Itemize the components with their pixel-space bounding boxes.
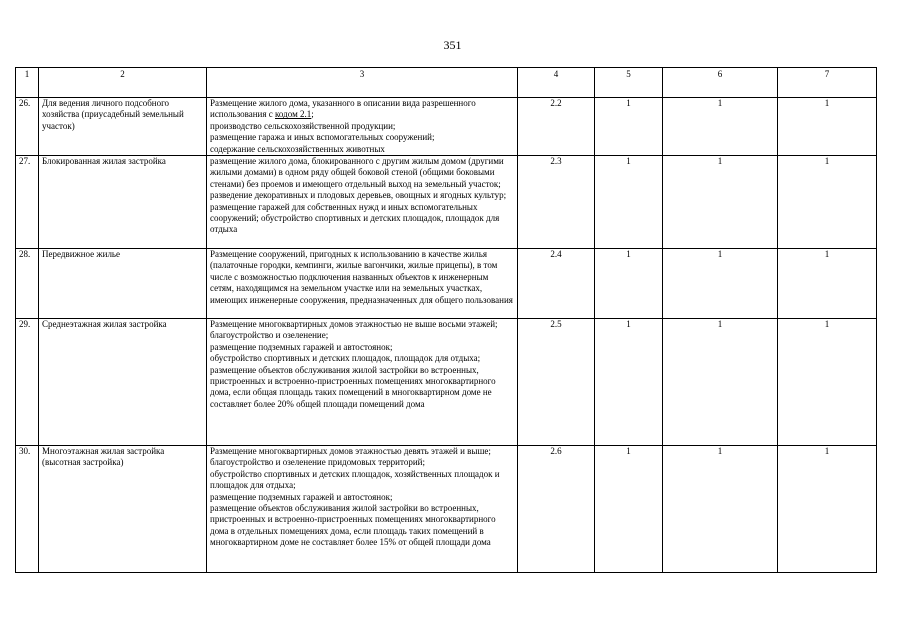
description-line: размещение подземных гаражей и автостоянок; (210, 341, 393, 352)
column-7-value: 1 (778, 446, 877, 573)
description-line: производство сельскохозяйственной продукции; (210, 120, 396, 131)
description-line: обустройство спортивных и детских площадок, хозяйственных площадок и площадок для отдыха; (210, 468, 500, 491)
row-number: 26. (16, 98, 39, 156)
use-code: 2.6 (518, 446, 595, 573)
header-cell: 2 (39, 68, 207, 98)
description-line: Размещение сооружений, пригодных к использованию в качестве жилья (палаточные городки, кемпинги, жилые вагончики, жилые прицепы), в том числе с возможностью подключения названных объектов к инженерным сетям, находящимся на земельном участке или на земельных участках, имеющих инженерные сооружения, предназначенных для общего пользования (210, 249, 513, 305)
column-5-value: 1 (595, 319, 663, 446)
land-use-description (207, 98, 518, 156)
land-use-name: Передвижное жилье (39, 249, 207, 319)
column-6-value: 1 (663, 98, 778, 156)
use-code: 2.5 (518, 319, 595, 446)
row-number: 27. (16, 156, 39, 249)
column-7-value: 1 (778, 249, 877, 319)
column-6-value: 1 (663, 249, 778, 319)
description-line: размещение объектов обслуживания жилой застройки во встроенных, пристроенных и встроенно-пристроенных помещениях многоквартирного дома в отдельных помещениях дома, если площадь таких помещений в многоквартирном доме не составляет более 15% от общей площади дома (210, 503, 496, 548)
land-use-description (207, 319, 518, 446)
land-use-table (15, 67, 877, 573)
table-row (16, 249, 877, 319)
column-5-value: 1 (595, 446, 663, 573)
column-5-value: 1 (595, 98, 663, 156)
description-line: обустройство спортивных и детских площадок, площадок для отдыха; (210, 353, 481, 364)
description-line: размещение объектов обслуживания жилой застройки во встроенных, пристроенных и встроенно-пристроенных помещениях многоквартирного дома, если общая площадь таких помещений в многоквартирном доме не составляет более 20% общей площади помещений дома (210, 364, 496, 409)
table-row (16, 446, 877, 573)
description-line: Размещение жилого дома, указанного в описании вида разрешенного использования с кодом 2.1; (210, 98, 476, 120)
column-6-value: 1 (663, 446, 778, 573)
header-cell: 7 (778, 68, 877, 98)
page-number: 351 (443, 38, 462, 52)
table-row (16, 156, 877, 249)
land-use-description (207, 446, 518, 573)
header-cell: 4 (518, 68, 595, 98)
description-line: размещение подземных гаражей и автостоянок; (210, 491, 393, 502)
header-cell: 5 (595, 68, 663, 98)
table-row (16, 98, 877, 156)
description-line: размещение жилого дома, блокированного с другим жилым домом (другими жилыми домами) в одном ряду общей боковой стеной (общими боковыми стенами) без проемов и имеющего отдельный выход на земельный участок; разведение декоративных и плодовых деревьев, овощных и ягодных культур; размещение гаражей для собственных нужд и иных вспомогательных сооружений; обустройство спортивных и детских площадок, площадок для отдыха (210, 156, 507, 235)
land-use-name: Многоэтажная жилая застройка (высотная застройка) (39, 446, 207, 573)
column-5-value: 1 (595, 156, 663, 249)
description-line: размещение гаража и иных вспомогательных сооружений; (210, 132, 435, 143)
column-7-value: 1 (778, 98, 877, 156)
description-line: содержание сельскохозяйственных животных (210, 143, 385, 154)
row-number: 29. (16, 319, 39, 446)
use-code: 2.3 (518, 156, 595, 249)
row-number: 28. (16, 249, 39, 319)
table-header-row (16, 68, 877, 98)
table-row (16, 319, 877, 446)
land-use-description (207, 249, 518, 319)
code-reference-link[interactable]: кодом 2.1 (275, 109, 312, 120)
header-cell: 6 (663, 68, 778, 98)
description-line: Размещение многоквартирных домов этажностью не выше восьми этажей; (210, 319, 498, 330)
land-use-name: Блокированная жилая застройка (39, 156, 207, 249)
column-6-value: 1 (663, 319, 778, 446)
description-line: благоустройство и озеленение придомовых территорий; (210, 457, 425, 468)
use-code: 2.4 (518, 249, 595, 319)
land-use-name: Среднеэтажная жилая застройка (39, 319, 207, 446)
column-7-value: 1 (778, 156, 877, 249)
land-use-name: Для ведения личного подсобного хозяйства (приусадебный земельный участок) (39, 98, 207, 156)
column-5-value: 1 (595, 249, 663, 319)
header-cell: 3 (207, 68, 518, 98)
header-cell: 1 (16, 68, 39, 98)
land-use-description (207, 156, 518, 249)
description-line: благоустройство и озеленение; (210, 330, 329, 341)
column-7-value: 1 (778, 319, 877, 446)
column-6-value: 1 (663, 156, 778, 249)
use-code: 2.2 (518, 98, 595, 156)
row-number: 30. (16, 446, 39, 573)
description-line: Размещение многоквартирных домов этажностью девять этажей и выше; (210, 446, 491, 457)
